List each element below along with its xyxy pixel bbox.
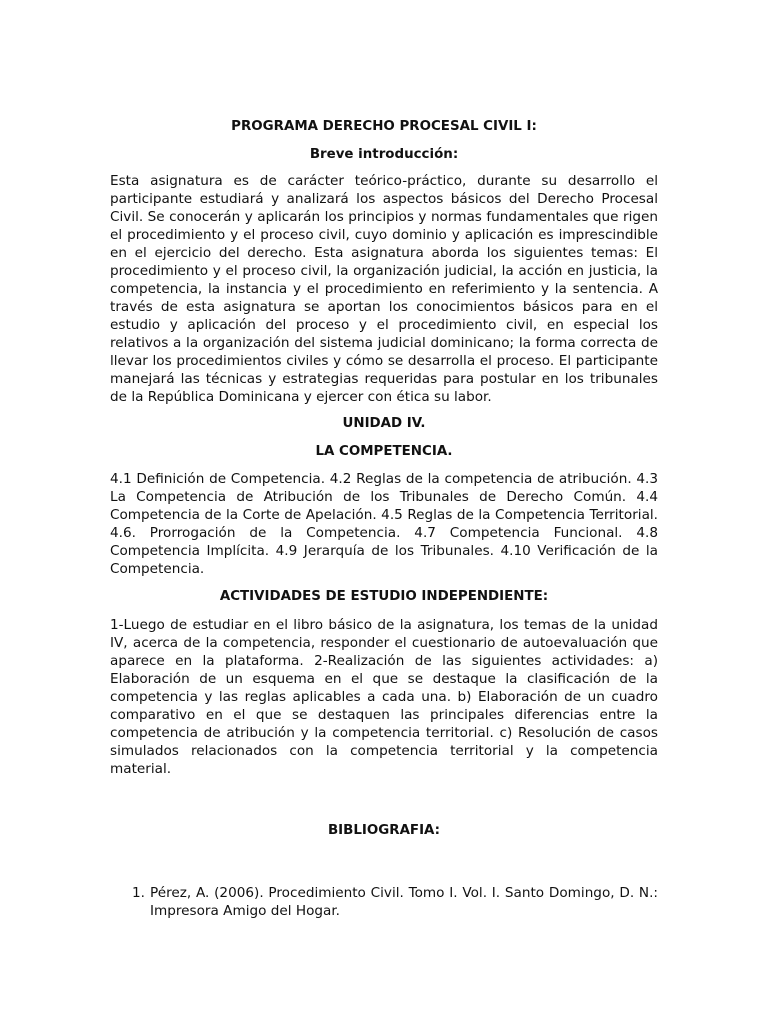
document-page bbox=[110, 118, 658, 920]
activities-paragraph: 1-Luego de estudiar en el libro básico de la asignatura, los temas de la unidad IV, acerca de la competencia, responder el cuestionario de autoevaluación que aparece en la plataforma. 2-Realización de las siguientes actividades: a) Elaboración de un esquema en el que se destaque la clasificación de la competencia y las reglas aplicables a cada una. b) Elaboración de un cuadro comparativo en el que se destaquen las principales diferencias entre la competencia de atribución y la competencia territorial. c) Resolución de casos simulados relacionados con la competencia territorial y la competencia material. bbox=[110, 617, 658, 777]
bibliography-heading: BIBLIOGRAFIA: bbox=[327, 823, 441, 838]
bibliography-list bbox=[110, 884, 658, 920]
intro-paragraph: Esta asignatura es de carácter teórico-práctico, durante su desarrollo el participante estudiará y analizará los aspectos básicos del Derecho Procesal Civil. Se conocerán y aplicarán los principios y normas fundamentales que rigen el procedimiento y el proceso civil, cuyo dominio y aplicación es imprescindible en el ejercicio del derecho. Esta asignatura aborda los siguientes temas: El procedimiento y el proceso civil, la organización judicial, la acción en justicia, la competencia, la instancia y el procedimiento en referimiento y la sentencia. A través de esta asignatura se aportan los conocimientos básicos para en el estudio y aplicación del proceso y el procedimiento civil, en especial los relativos a la organización del sistema judicial dominicano; la forma correcta de llevar los procedimientos civiles y cómo se desarrolla el proceso. El participante manejará las técnicas y estrategias requeridas para postular en los tribunales de la República Dominicana y ejercer con ética su labor. bbox=[110, 173, 658, 405]
topic-heading: LA COMPETENCIA. bbox=[315, 444, 453, 459]
intro-heading: Breve introducción: bbox=[309, 147, 459, 162]
bibliography-item-text: Pérez, A. (2006). Procedimiento Civil. Tomo I. Vol. I. Santo Domingo, D. N.: Impresora Amigo del Hogar. bbox=[150, 885, 658, 919]
unit-heading: UNIDAD IV. bbox=[342, 416, 426, 431]
document-title: PROGRAMA DERECHO PROCESAL CIVIL I: bbox=[231, 119, 537, 134]
competence-paragraph: 4.1 Definición de Competencia. 4.2 Reglas de la competencia de atribución. 4.3 La Competencia de Atribución de los Tribunales de Derecho Común. 4.4 Competencia de la Corte de Apelación. 4.5 Reglas de la Competencia Territorial. 4.6. Prorrogación de la Competencia. 4.7 Competencia Funcional. 4.8 Competencia Implícita. 4.9 Jerarquía de los Tribunales. 4.10 Verificación de la Competencia. bbox=[110, 471, 658, 577]
bibliography-item-number: 1. bbox=[132, 885, 145, 901]
bibliography-item bbox=[110, 884, 658, 920]
activities-heading: ACTIVIDADES DE ESTUDIO INDEPENDIENTE: bbox=[219, 589, 549, 604]
